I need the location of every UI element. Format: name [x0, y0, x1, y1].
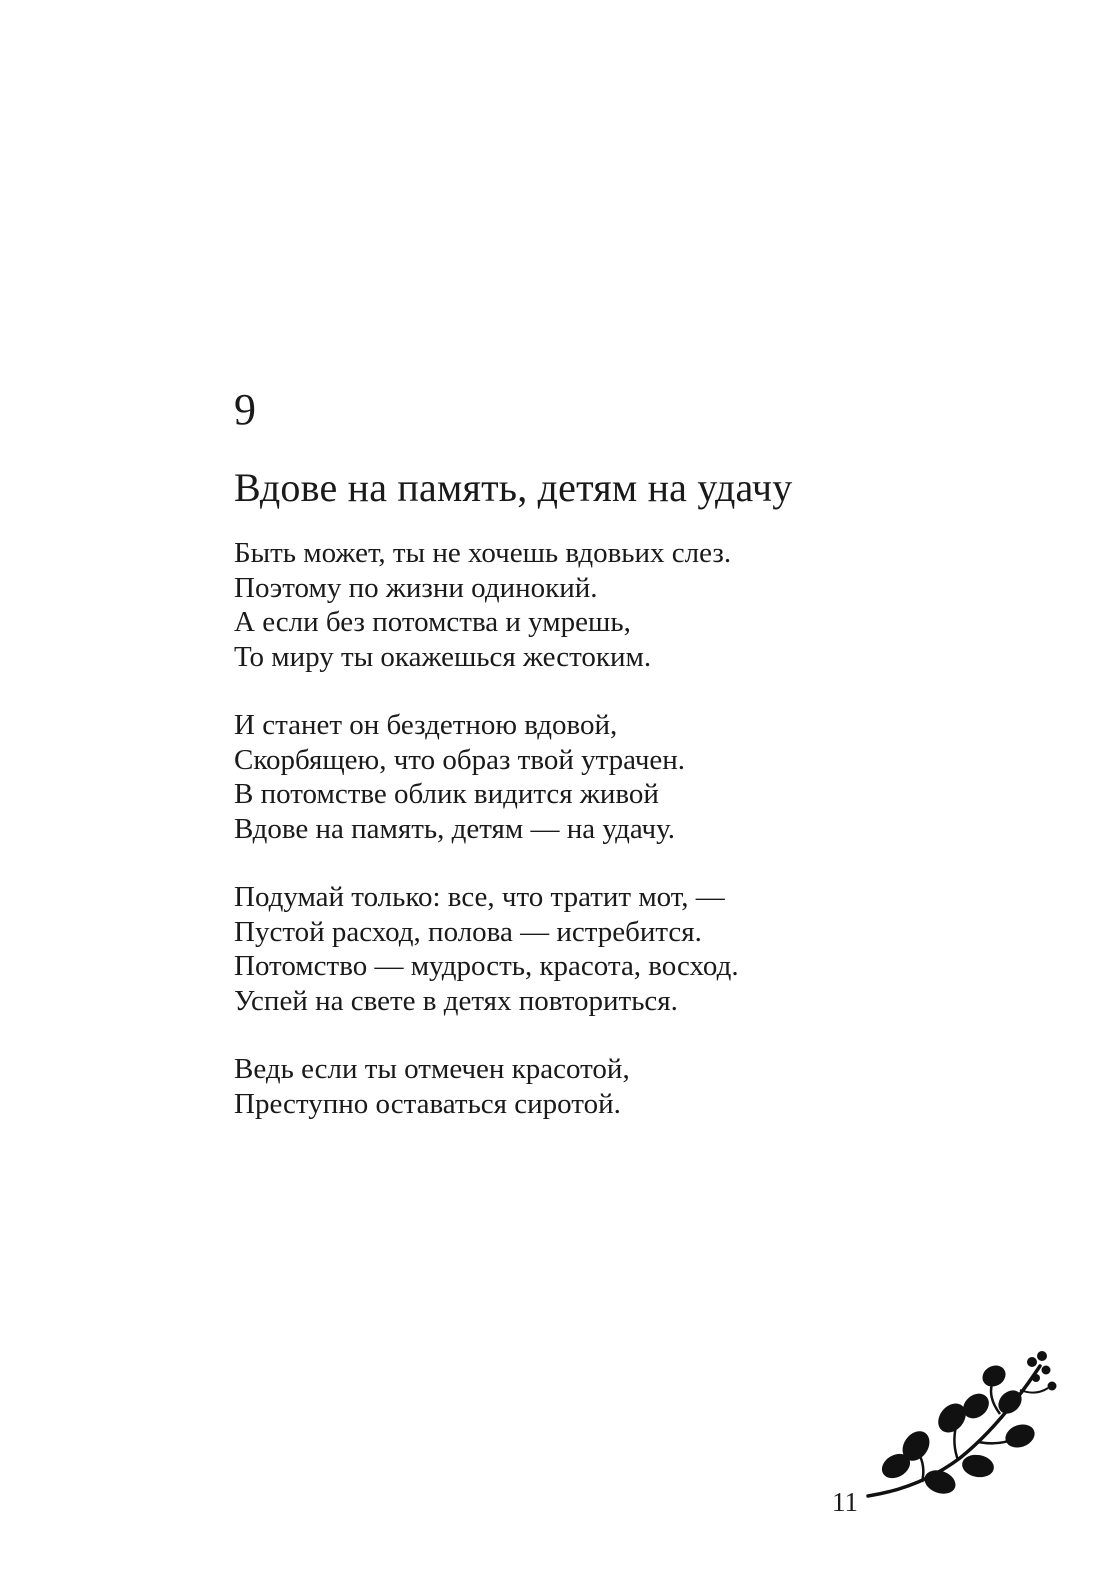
floral-branch-icon [860, 1348, 1060, 1508]
stanza [234, 880, 954, 1018]
poem-line: Скорбящею, что образ твой утрачен. [234, 743, 686, 776]
stanza [234, 536, 954, 674]
poem-line: Подумай только: все, что тратит мот, — [234, 881, 725, 913]
poem-line: Преступно оставаться сиротой. [234, 1087, 621, 1120]
poem-body [234, 536, 954, 1155]
poem-line: Быть может, ты не хочешь вдовьих слез. [234, 537, 732, 569]
poem-line: А если без потомства и умрешь, [234, 606, 631, 638]
sonnet-number: 9 [234, 385, 256, 434]
stanza [234, 708, 954, 846]
poem-line: Потомство — мудрость, красота, восход. [234, 950, 739, 982]
poem-line: Поэтому по жизни одинокий. [234, 571, 598, 604]
page-number: 11 [832, 1487, 858, 1517]
poem-line: И станет он бездетною вдовой, [234, 709, 618, 741]
poem-line: То миру ты окажешься жестоким. [234, 640, 652, 673]
poem-line: Ведь если ты отмечен красотой, [234, 1053, 630, 1085]
poem-line: Успей на свете в детях повториться. [234, 984, 678, 1017]
poem-line: В потомстве облик видится живой [234, 778, 659, 810]
stanza [234, 1052, 954, 1121]
poem-line: Вдове на память, детям — на удачу. [234, 812, 675, 845]
sonnet-title: Вдове на память, детям на удачу [234, 465, 793, 510]
poem-line: Пустой расход, полова — истребится. [234, 915, 702, 948]
